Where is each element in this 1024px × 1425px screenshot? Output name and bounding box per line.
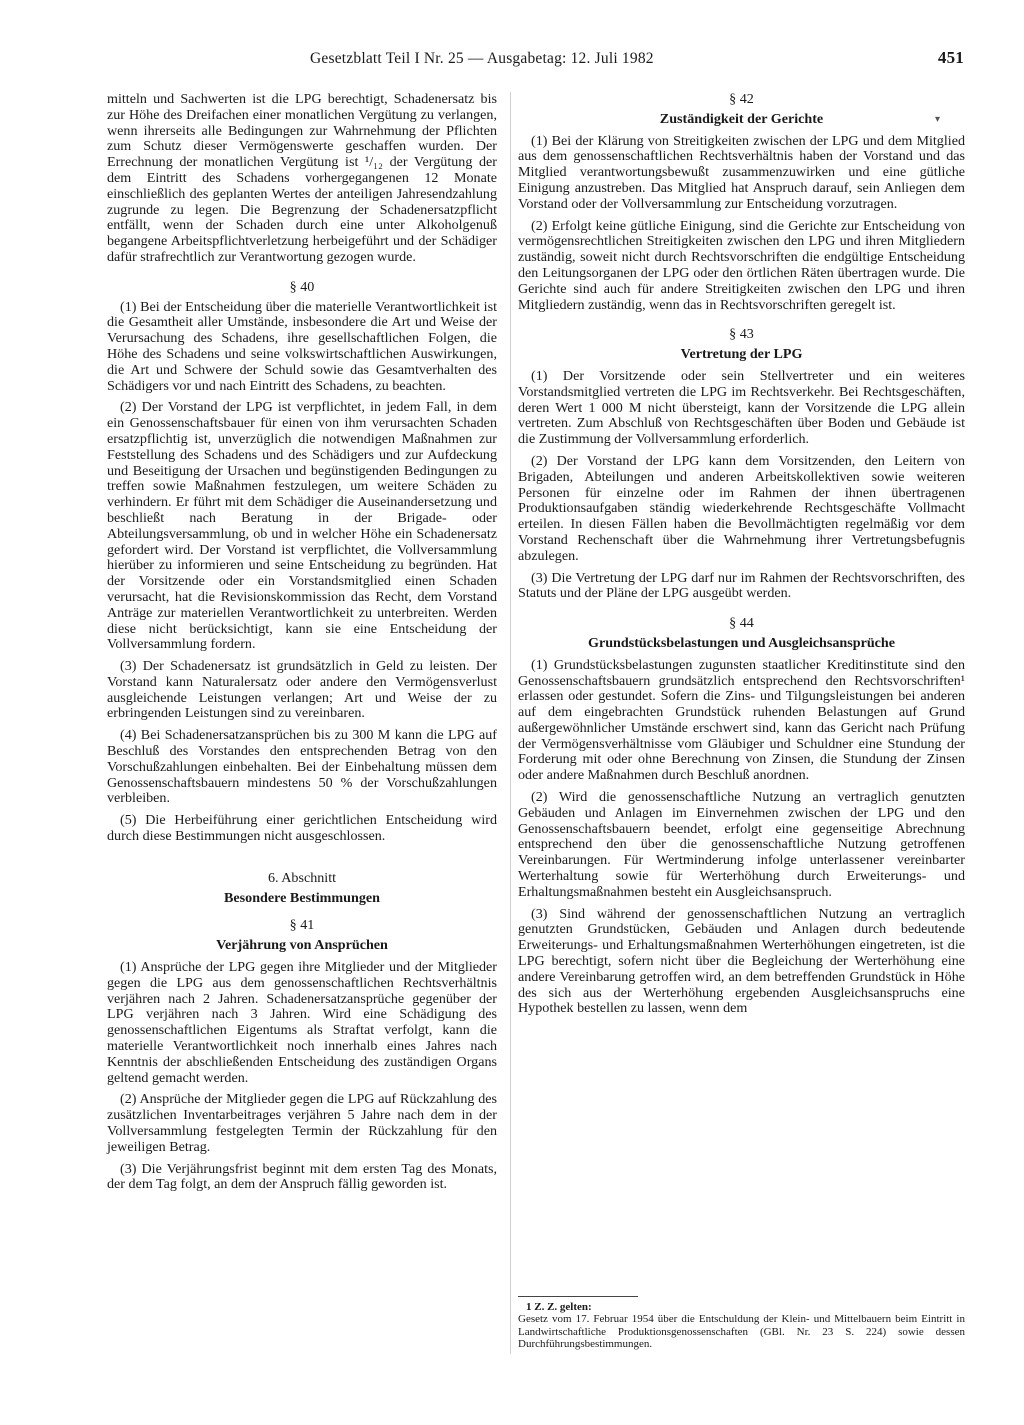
s44-paragraph-2: (2) Wird die genossenschaftliche Nutzung an vertraglich genutzten Gebäuden und Anlagen im Einvernehmen zwischen der LPG und den Genossenschaftsbauern beendet, erfolgt eine gegenseitige Abrechnung entsprechend den über die genossenschaftliche Nutzung getroffenen Vereinbarungen. Für Wertminderung infolge unterlassener vereinbarter Werterhaltung sowie für Werterhöhung durch Erweiterungs- und Erhaltungsmaßnahmen besteht ein Ausgleichsanspruch.	[518, 789, 965, 900]
section-number-40: § 40	[289, 278, 315, 295]
section-number-44: § 44	[729, 615, 754, 632]
left-column	[107, 92, 497, 1199]
s41-paragraph-2: (2) Ansprüche der Mitglieder gegen die LPG auf Rückzahlung des zusätzlichen Inventarbeitrages verjähren 5 Jahre nach dem in der Vollversammlung festgelegten Termin der Rückzahlung für den jeweiligen Betrag.	[107, 1091, 497, 1155]
section-title-43: Vertretung der LPG	[680, 346, 803, 363]
page-number: 451	[937, 48, 964, 67]
chapter-number: 6. Abschnitt	[267, 869, 337, 886]
s44-paragraph-1: (1) Grundstücksbelastungen zugunsten staatlicher Kreditinstitute sind den Genossenschaftsbauern grundsätzlich entsprechend den Rechtsvorschriften¹ erlassen oder gestundet. Sofern die Zins- und Tilgungsleistungen bei anderen auf dem eingebrachten Grundstück ruhenden Belastungen auf Grund außergewöhnlicher Umstände erschwert sind, kann das Gericht nach Prüfung der Vermögensverhältnisse vom Gläubiger und Schuldner eine Stundung der Forderung mit oder ohne Berechnung von Zinsen, die Stundung der Zinsen oder andere Maßnahmen durch Beschluß anordnen.	[518, 656, 965, 784]
right-column	[518, 92, 965, 1023]
footnote-text: Gesetz vom 17. Februar 1954 über die Entschuldung der Klein- und Mittelbauern beim Eintritt in Landwirtschaftliche Produktionsgenossenschaften (GBl. Nr. 23 S. 224) sowie dessen Durchführungsbestimmungen.	[518, 1313, 965, 1351]
section-number-42: § 42	[729, 91, 754, 107]
footnote-block	[518, 1296, 965, 1351]
s42-paragraph-1: (1) Bei der Klärung von Streitigkeiten zwischen der LPG und dem Mitglied aus dem genossenschaftlichen Rechtsverhältnis haben der Vorstand und das Mitglied verantwortungsbewußt zusammenzuwirken und eine gütliche Einigung anzustreben. Das Mitglied hat Anspruch darauf, sein Anliegen dem Vorstand oder der Vollversammlung zur Entscheidung vorzutragen.	[518, 132, 965, 212]
section-title-41: Verjährung von Ansprüchen	[216, 937, 388, 954]
print-mark-icon: ▾	[935, 114, 941, 125]
s41-paragraph-1: (1) Ansprüche der LPG gegen ihre Mitglieder und der Mitglieder gegen die LPG aus dem genossenschaftlichen Rechtsverhältnis verjähren nach 2 Jahren. Schadenersatzansprüche gegenüber der LPG verjähren nach 3 Jahren. Wird eine Schädigung des genossenschaftlichen Eigentums als Straftat verfolgt, kann die materielle Verantwortlichkeit noch innerhalb eines Jahres nach Kenntnis der abschließenden Entscheidung des zuständigen Organs geltend gemacht werden.	[107, 959, 497, 1086]
footnote-lead: 1 Z. Z. gelten:	[526, 1301, 592, 1313]
footnote-rule	[518, 1296, 638, 1297]
section-number-41: § 41	[289, 917, 315, 934]
running-header	[100, 48, 964, 74]
s40-paragraph-1: (1) Bei der Entscheidung über die materielle Verantwortlichkeit ist die Gesamtheit aller Umstände, insbesondere die Art und Weise der Verursachung des Schadens, ihre gesellschaftlichen Folgen, die Höhe des Schadens und seine volkswirtschaftlichen Auswirkungen, die Art und Schwere der Schuld sowie das Gesamtverhalten des Schädigers vor und nach Eintritt des Schadens, zu beachten.	[107, 298, 497, 394]
column-divider	[510, 92, 511, 1354]
chapter-title: Besondere Bestimmungen	[224, 889, 380, 906]
s40-paragraph-4: (4) Bei Schadenersatzansprüchen bis zu 300 M kann die LPG auf Beschluß des Vorstandes den entsprechenden Betrag von den Vorschußzahlungen einbehalten. Bei der Einbehaltung müssen dem Genossenschaftsbauern mindestens 50 % der Vorschußzahlungen verbleiben.	[107, 727, 497, 807]
s40-paragraph-5: (5) Die Herbeiführung einer gerichtlichen Entscheidung wird durch diese Bestimmungen nicht ausgeschlossen.	[107, 812, 497, 845]
section-number-43: § 43	[729, 326, 754, 343]
section-title-42: Zuständigkeit der Gerichte	[659, 110, 824, 127]
continued-paragraph: mitteln und Sachwerten ist die LPG berechtigt, Schadenersatz bis zur Höhe des Dreifachen einer monatlichen Vergütung zu verlangen, wenn ihrerseits alle Bedingungen zur Wahrnehmung der Pflichten zum Schutz dieser Vermögenswerte geschaffen wurden. Der Errechnung der monatlichen Vergütung ist ¹/₁₂ der Vergütung der dem Eintritt des Schadens vorhergegangenen 12 Monate einschließlich des geplanten Wertes der anteiligen Jahresendzahlung zugrunde zu legen. Die Begrenzung der Schadenersatzpflicht entfällt, wenn der Schaden durch eine unter Alkoholgenuß begangene Arbeitspflichtverletzung herbeigeführt und der Schädiger dafür strafrechtlich zur Verantwortung gezogen wurde.	[107, 91, 497, 265]
s41-paragraph-3: (3) Die Verjährungsfrist beginnt mit dem ersten Tag des Monats, der dem Tag folgt, an dem der Anspruch fällig geworden ist.	[107, 1160, 497, 1193]
s43-paragraph-1: (1) Der Vorsitzende oder sein Stellvertreter und ein weiteres Vorstandsmitglied vertreten die LPG im Rechtsverkehr. Bei Rechtsgeschäften, deren Wert 1 000 M nicht übersteigt, kann der Vorsitzende die LPG allein vertreten. Zum Abschluß von Rechtsgeschäften über Boden und Gebäude ist die Zustimmung der Vollversammlung erforderlich.	[518, 367, 965, 448]
s43-paragraph-3: (3) Die Vertretung der LPG darf nur im Rahmen der Rechtsvorschriften, des Statuts und der Pläne der LPG ausgeübt werden.	[518, 569, 965, 602]
section-title-44: Grundstücksbelastungen und Ausgleichsansprüche	[587, 634, 896, 651]
s42-paragraph-2: (2) Erfolgt keine gütliche Einigung, sind die Gerichte zur Entscheidung von vermögensrechtlichen Streitigkeiten zwischen den LPG und ihren Mitgliedern zuständig, soweit nicht durch Rechtsvorschriften die endgültige Entscheidung den Leitungsorganen der LPG oder den örtlichen Räten übertragen wurde. Die Gerichte sind auch für andere Streitigkeiten zwischen den LPG und ihren Mitgliedern zuständig, wenn das in Rechtsvorschriften geregelt ist.	[518, 217, 965, 313]
running-title: Gesetzblatt Teil I Nr. 25 — Ausgabetag: 12. Juli 1982	[310, 50, 654, 67]
s40-paragraph-3: (3) Der Schadenersatz ist grundsätzlich in Geld zu leisten. Der Vorstand kann Naturalersatz oder andere den Vermögensverlust ausgleichende Leistungen verlangen; Art und Weise der zu erbringenden Leistungen sind zu vereinbaren.	[107, 658, 497, 722]
s43-paragraph-2: (2) Der Vorstand der LPG kann dem Vorsitzenden, den Leitern von Brigaden, Abteilungen und anderen Arbeitskollektiven sowie weiteren Personen für einzelne oder im Rahmen der ihnen übertragenen Produktionsaufgaben ständig wiederkehrende Rechtsgeschäfte Vollmacht erteilen. In diesen Fällen haben die Bevollmächtigten regelmäßig vor dem Vorstand Rechenschaft über die Wahrnehmung ihrer Vertretungsbefugnis abzulegen.	[518, 452, 965, 564]
s44-paragraph-3: (3) Sind während der genossenschaftlichen Nutzung an vertraglich genutzten Grundstücken, Gebäuden und Anlagen durch bedeutende Erweiterungs- und Erhaltungsmaßnahmen Werterhöhungen eingetreten, ist die LPG berechtigt, sofern nicht über die Begleichung der Werterhöhung eine andere Vereinbarung getroffen wird, an dem betreffenden Grundstück in Höhe des sich aus der Werterhöhung ergebenden Ausgleichsanspruchs eine Hypothek bestellen zu lassen, wenn dem	[518, 905, 965, 1017]
s40-paragraph-2: (2) Der Vorstand der LPG ist verpflichtet, in jedem Fall, in dem ein Genossenschaftsbauer für einen von ihm verursachten Schaden ersatzpflichtig ist, unverzüglich die notwendigen Maßnahmen zur Feststellung des Schadens und des Schädigers und zur Aufdeckung und Beseitigung der Ursachen und begünstigenden Bedingungen zu treffen sowie Maßnahmen festzulegen, um weitere Schäden zu verhindern. Er führt mit dem Schädiger die Auseinandersetzung und beschließt nach Beratung in der Brigade- oder Abteilungsversammlung, ob und in welcher Höhe ein Schadenersatz gefordert wird. Der Vorstand ist verpflichtet, die Vollversammlung hierüber zu informieren und seine Entscheidung zu begründen. Hat der Vorsitzende oder ein Vorstandsmitglied einen Schaden verursacht, hat die Revisionskommission das Recht, dem Vorstand Anträge zur materiellen Verantwortlichkeit zu unterbreiten. Werden diese nicht berücksichtigt, kann sie eine Entscheidung der Vollversammlung fordern.	[107, 399, 497, 653]
